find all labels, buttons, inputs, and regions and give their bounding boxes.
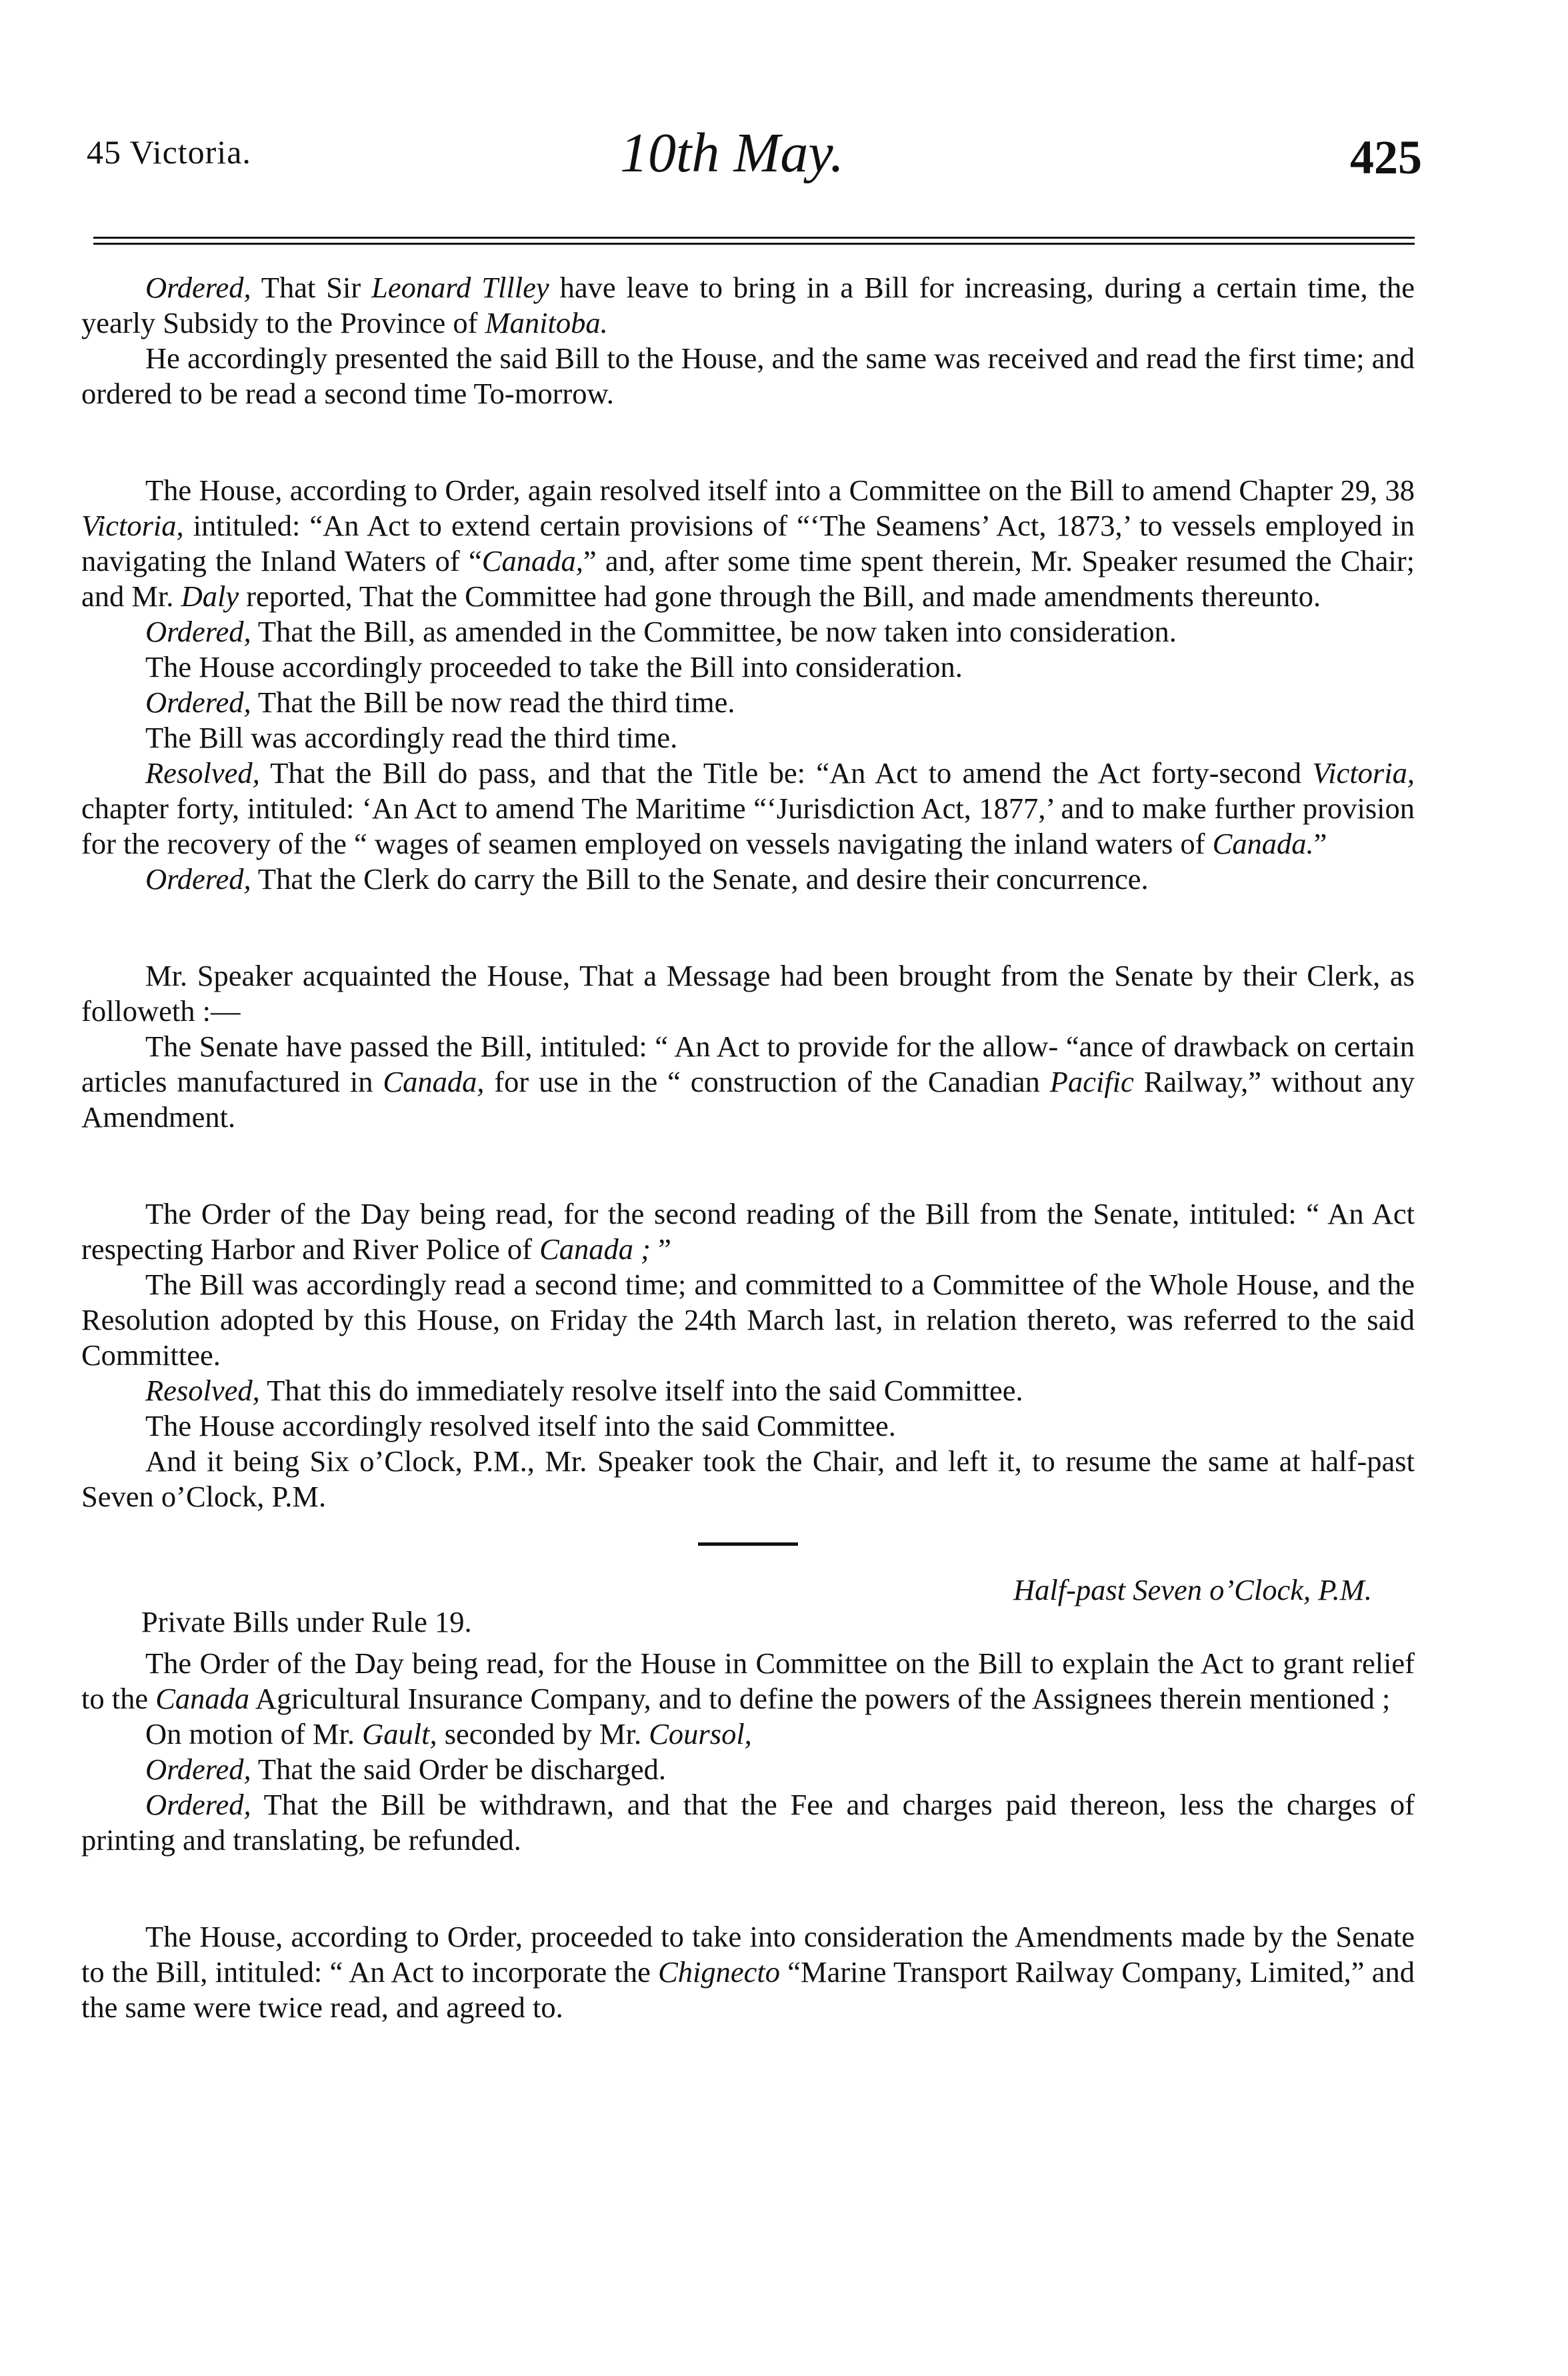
text-run: On motion of Mr.	[145, 1717, 363, 1750]
text-run: That the Bill be withdrawn, and that the Fee and charges paid thereon, less the charges of printing and translating, be refunded.	[81, 1788, 1415, 1857]
italic-text: Ordered,	[145, 686, 251, 719]
journal-line	[81, 1787, 1415, 1858]
text-run: ” and, after some time spent therein, Mr. Speaker resumed the Chair; and Mr.	[81, 544, 1415, 613]
paragraph-gap	[81, 1135, 1415, 1196]
italic-text: Canada,	[383, 1065, 485, 1098]
text-run: have leave to bring in a Bill for increasing, during a certain time, the yearly Subsidy to the Province of	[81, 271, 1415, 339]
text-run: That the said Order be discharged.	[251, 1752, 667, 1786]
journal-line	[81, 720, 1415, 756]
journal-line	[81, 862, 1415, 897]
text-run: The Order of the Day being read, for the second reading of the Bill from the Senate, intituled: “ An Act respecting Harbor and River Police of	[81, 1197, 1415, 1266]
journal-body	[81, 270, 1415, 2025]
evening-entry-2	[81, 1919, 1415, 2025]
text-run: That the Bill do pass, and that the Title be: “An Act to amend the Act forty-second	[259, 756, 1313, 790]
journal-line	[81, 958, 1415, 1029]
text-run: That this do immediately resolve itself into the said Committee.	[259, 1374, 1023, 1407]
italic-text: Gault,	[362, 1717, 437, 1750]
italic-text: Resolved,	[145, 1374, 260, 1407]
journal-line	[81, 270, 1415, 341]
entries-after-recess	[81, 1646, 1415, 2025]
italic-text: Victoria,	[1312, 756, 1415, 790]
page-number: 425	[1350, 131, 1422, 184]
journal-entry-4	[81, 1196, 1415, 1514]
italic-text: Leonard Tllley	[371, 271, 549, 304]
text-run: Agricultural Insurance Company, and to define the powers of the Assignees therein mentioned ;	[249, 1682, 1391, 1715]
text-run: The Senate have passed the Bill, intituled: “ An Act to provide for the allow- “ance of drawback on certain articles manufactured in	[81, 1030, 1415, 1098]
text-run: The Order of the Day being read, for the House in Committee on the Bill to explain the Act to grant relief to the	[81, 1646, 1415, 1715]
subhead-private-bills: Private Bills under Rule 19.	[141, 1605, 472, 1638]
italic-text: Canada.	[1212, 827, 1314, 860]
text-run: The House, according to Order, again resolved itself into a Committee on the Bill to amend Chapter 29, 38	[145, 473, 1415, 507]
text-run: He accordingly presented the said Bill to the House, and the same was received and read the first time; and ordered to be read a second time To-morrow.	[81, 341, 1415, 410]
paragraph-gap	[81, 411, 1415, 473]
journal-entry-1	[81, 270, 1415, 411]
subheads-row	[81, 1572, 1415, 1646]
text-run: reported, That the Committee had gone through the Bill, and made amendments thereunto.	[239, 579, 1321, 613]
italic-text: Resolved,	[145, 756, 260, 790]
journal-line	[81, 1919, 1415, 2025]
text-run: The House accordingly resolved itself into the said Committee.	[145, 1409, 896, 1442]
paragraph-gap	[81, 897, 1415, 958]
text-run: Mr. Speaker acquainted the House, That a Message had been brought from the Senate by their Clerk, as followeth :—	[81, 959, 1415, 1028]
text-run: That Sir	[251, 271, 372, 304]
journal-line	[81, 1444, 1415, 1514]
text-run: ”	[1313, 827, 1327, 860]
date-day: 10th	[620, 122, 720, 184]
journal-line	[81, 650, 1415, 685]
section-divider	[698, 1542, 798, 1546]
journal-line	[81, 1646, 1415, 1716]
italic-text: Canada,	[481, 544, 583, 577]
journal-line	[81, 1029, 1415, 1135]
italic-text: Ordered,	[145, 271, 251, 304]
subhead-time: Half-past Seven o’Clock, P.M.	[1013, 1573, 1372, 1606]
page-header	[79, 123, 1422, 203]
journal-line	[81, 1196, 1415, 1267]
italic-text: Manitoba.	[485, 306, 608, 339]
journal-line	[81, 1408, 1415, 1444]
italic-text: Ordered,	[145, 862, 251, 896]
italic-text: Ordered,	[145, 1752, 251, 1786]
text-run: The Bill was accordingly read a second time; and committed to a Committee of the Whole House, and the Resolution adopted by this House, on Friday the 24th March last, in relation thereto, was referred to the said Committee.	[81, 1268, 1415, 1372]
journal-line	[81, 1267, 1415, 1373]
text-run: for use in the “ construction of the Canadian	[484, 1065, 1050, 1098]
running-head-session: 45 Victoria.	[87, 133, 251, 171]
italic-text: Coursol,	[649, 1717, 752, 1750]
entries-before-recess	[81, 270, 1415, 1514]
italic-text: Canada	[155, 1682, 250, 1715]
text-run: seconded by Mr.	[437, 1717, 649, 1750]
journal-line	[81, 685, 1415, 720]
text-run: Railway,” without any Amendment.	[81, 1065, 1415, 1134]
italic-text: Daly	[181, 579, 239, 613]
text-run: ”	[650, 1232, 671, 1266]
date-month: May.	[733, 122, 844, 184]
paragraph-gap	[81, 1858, 1415, 1919]
italic-text: Pacific	[1049, 1065, 1134, 1098]
journal-entry-2	[81, 473, 1415, 897]
text-run: “Marine Transport Railway Company, Limited,” and the same were twice read, and agreed to.	[81, 1955, 1415, 2024]
evening-entry-1	[81, 1646, 1415, 1858]
journal-line	[81, 1752, 1415, 1787]
journal-line	[81, 1716, 1415, 1752]
text-run: And it being Six o’Clock, P.M., Mr. Speaker took the Chair, and left it, to resume the same at half-past Seven o’Clock, P.M.	[81, 1444, 1415, 1513]
text-run: The House, according to Order, proceeded to take into consideration the Amendments made by the Senate to the Bill, intituled: “ An Act to incorporate the	[81, 1920, 1415, 1989]
header-double-rule	[93, 237, 1415, 245]
text-run: That the Bill be now read the third time.	[251, 686, 735, 719]
italic-text: Ordered,	[145, 1788, 251, 1821]
text-run: The House accordingly proceeded to take the Bill into consideration.	[145, 650, 963, 684]
italic-text: Victoria,	[81, 509, 184, 542]
journal-line	[81, 341, 1415, 411]
italic-text: Ordered,	[145, 615, 251, 648]
italic-text: Canada ;	[539, 1232, 651, 1266]
running-head-date	[620, 121, 844, 185]
italic-text: Chignecto	[658, 1955, 781, 1989]
text-run: intituled: “An Act to extend certain provisions of “‘The Seamens’ Act, 1873,’ to vessels employed in navigating the Inland Waters of “	[81, 509, 1415, 577]
text-run: The Bill was accordingly read the third time.	[145, 721, 678, 754]
journal-line	[81, 473, 1415, 614]
journal-line	[81, 756, 1415, 862]
journal-line	[81, 614, 1415, 650]
journal-entry-3	[81, 958, 1415, 1135]
text-run: That the Bill, as amended in the Committee, be now taken into consideration.	[251, 615, 1177, 648]
text-run: chapter forty, intituled: ‘An Act to amend The Maritime “‘Jurisdiction Act, 1877,’ and to make further provision for the recovery of the “ wages of seamen employed on vessels navigating the inland waters of	[81, 792, 1415, 860]
text-run: That the Clerk do carry the Bill to the Senate, and desire their concurrence.	[251, 862, 1149, 896]
journal-line	[81, 1373, 1415, 1408]
